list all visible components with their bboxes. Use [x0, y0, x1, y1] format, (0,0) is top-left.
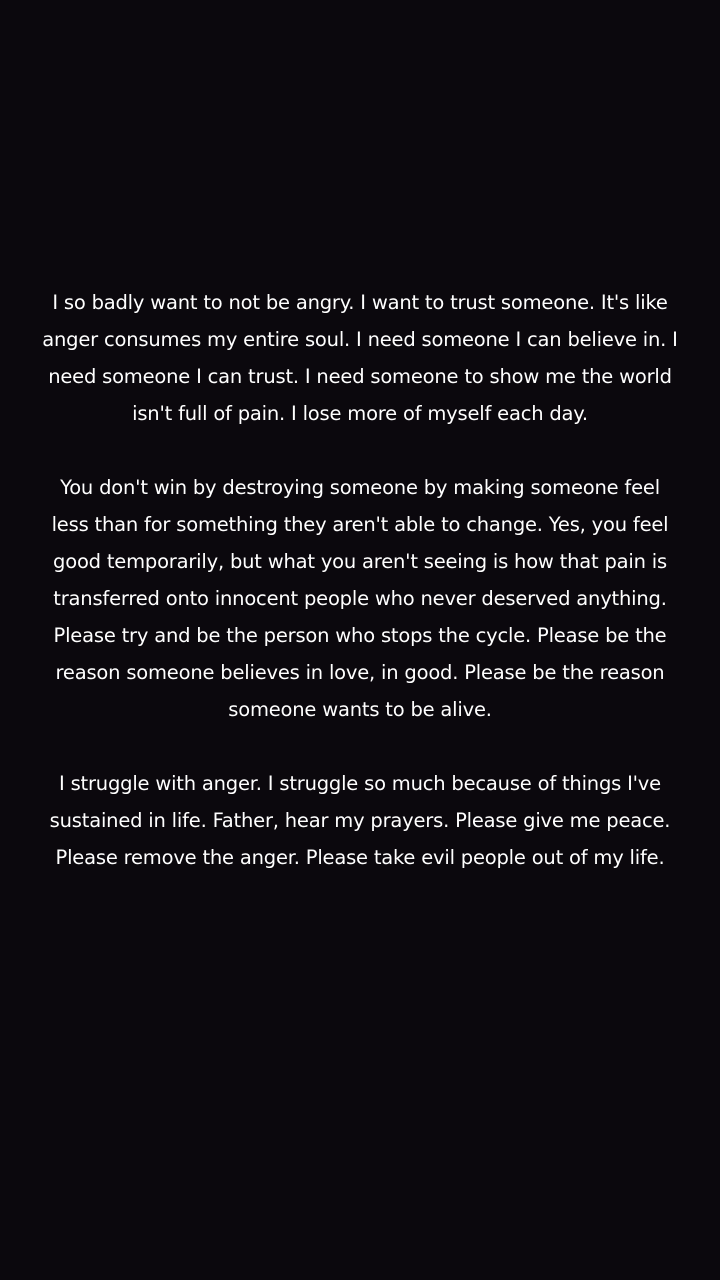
story-paragraph-2: You don't win by destroying someone by making someone feel less than for something they aren't able to change. Yes, you feel good temporarily, but what you aren't seeing is how that pain is transferred onto innocent people who never deserved anything. Please try and be the person who stops the cycle. Please be the reason someone believes in love, in good. Please be the reason someone wants to be alive. [51, 476, 669, 721]
story-text-block [40, 284, 680, 876]
story-paragraph-1: I so badly want to not be angry. I want to trust someone. It's like anger consumes my entire soul. I need someone I can believe in. I need someone I can trust. I need someone to show me the world isn't full of pain. I lose more of myself each day. [42, 291, 678, 425]
story-paragraph-3: I struggle with anger. I struggle so much because of things I've sustained in life. Father, hear my prayers. Please give me peace. Please remove the anger. Please take evil people out of my life. [49, 772, 671, 869]
